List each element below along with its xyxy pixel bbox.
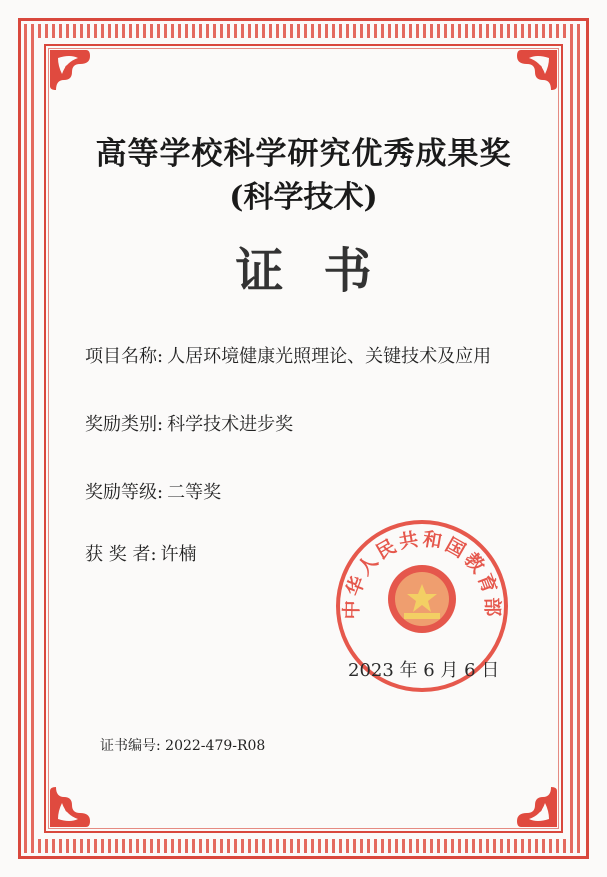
corner-ornament-icon — [46, 767, 110, 831]
issue-date: 2023 年 6 月 6 日 — [348, 660, 500, 681]
svg-text:中华人民共和国教育部: 中华人民共和国教育部 — [340, 528, 504, 620]
field-value: 人居环境健康光照理论、关键技术及应用 — [167, 346, 492, 367]
field-value: 许楠 — [160, 544, 197, 565]
field-value: 二等奖 — [167, 482, 222, 503]
cert-number-value: 2022-479-R08 — [165, 738, 266, 754]
field-label: 奖励类别: — [85, 414, 164, 435]
field-label: 项目名称: — [85, 346, 164, 367]
field-project-name — [85, 342, 491, 368]
field-winner — [85, 540, 197, 566]
field-label: 获 奖 者: — [85, 544, 157, 565]
corner-ornament-icon — [46, 46, 110, 110]
field-value: 科学技术进步奖 — [167, 414, 294, 435]
certificate-number — [100, 735, 265, 755]
award-subtitle: (科学技术) — [229, 180, 378, 215]
certificate-heading: 证书 — [235, 243, 412, 299]
cert-number-label: 证书编号: — [100, 738, 161, 754]
corner-ornament-icon — [497, 767, 561, 831]
corner-ornament-icon — [497, 46, 561, 110]
field-award-level — [85, 478, 221, 504]
field-label: 奖励等级: — [85, 482, 164, 503]
field-award-category — [85, 410, 293, 436]
award-title: 高等学校科学研究优秀成果奖 — [95, 136, 512, 172]
